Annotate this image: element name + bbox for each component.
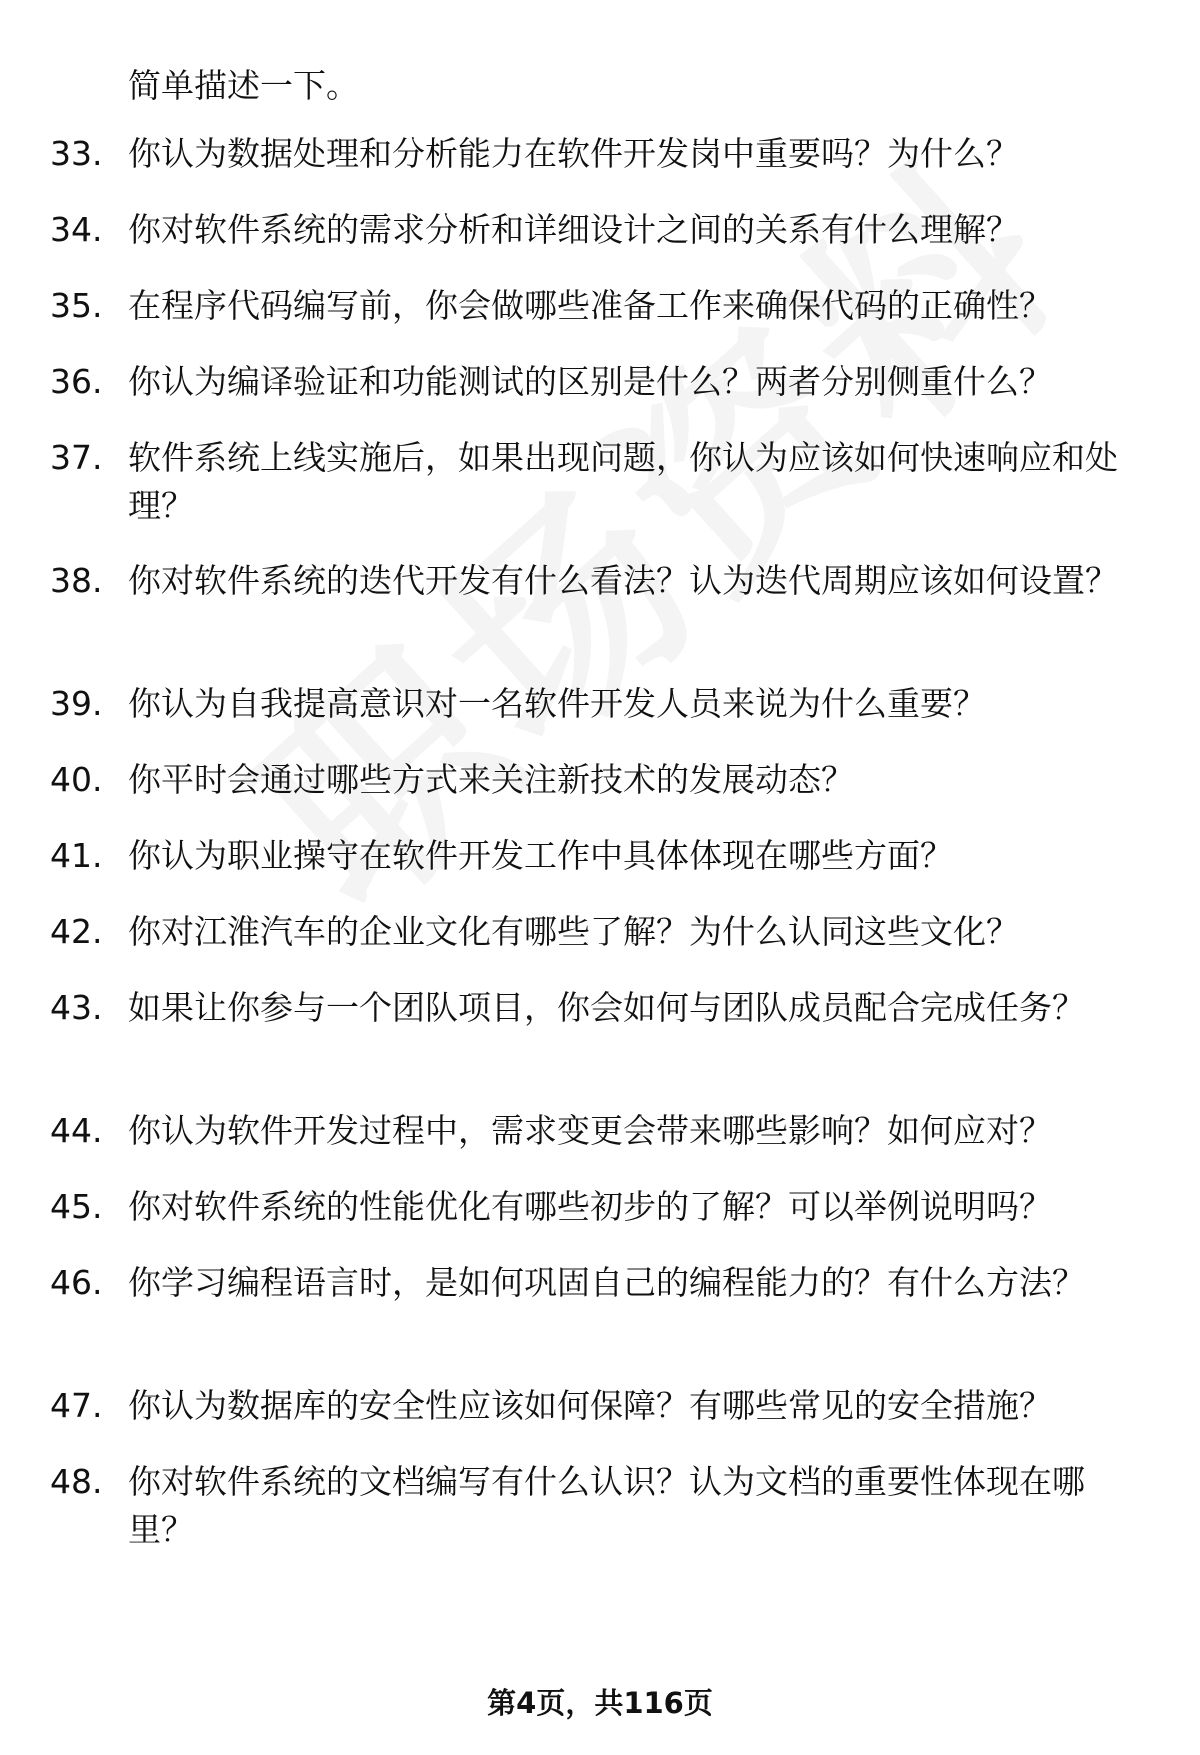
question-item xyxy=(50,434,1150,530)
question-text: 你对软件系统的性能优化有哪些初步的了解？可以举例说明吗？ xyxy=(128,1187,1052,1226)
question-number: 43. xyxy=(50,988,103,1027)
question-text: 你认为数据处理和分析能力在软件开发岗中重要吗？为什么？ xyxy=(128,134,1019,173)
question-item xyxy=(50,282,1150,330)
question-item xyxy=(50,1458,1150,1554)
question-text: 软件系统上线实施后，如果出现问题，你认为应该如何快速响应和处理？ xyxy=(128,438,1118,525)
question-number: 45. xyxy=(50,1187,103,1226)
question-text: 你对软件系统的迭代开发有什么看法？认为迭代周期应该如何设置？ xyxy=(128,561,1118,600)
question-text: 你学习编程语言时，是如何巩固自己的编程能力的？有什么方法？ xyxy=(128,1263,1085,1302)
question-number: 42. xyxy=(50,912,103,951)
question-item xyxy=(50,358,1150,406)
question-item xyxy=(50,557,1150,605)
question-number: 39. xyxy=(50,684,103,723)
question-text: 你认为编译验证和功能测试的区别是什么？两者分别侧重什么？ xyxy=(128,362,1052,401)
question-text: 你对软件系统的需求分析和详细设计之间的关系有什么理解？ xyxy=(128,210,1019,249)
question-item xyxy=(50,1107,1150,1155)
question-number: 40. xyxy=(50,760,103,799)
question-text: 如果让你参与一个团队项目，你会如何与团队成员配合完成任务？ xyxy=(128,988,1085,1027)
question-number: 33. xyxy=(50,134,103,173)
question-number: 44. xyxy=(50,1111,103,1150)
question-number: 37. xyxy=(50,438,103,477)
question-item xyxy=(50,130,1150,178)
question-text: 你认为软件开发过程中，需求变更会带来哪些影响？如何应对？ xyxy=(128,1111,1052,1150)
question-number: 46. xyxy=(50,1263,103,1302)
continuation-line: 简单描述一下。 xyxy=(128,66,359,105)
question-item xyxy=(50,1183,1150,1231)
question-text: 你认为自我提高意识对一名软件开发人员来说为什么重要？ xyxy=(128,684,986,723)
question-number: 47. xyxy=(50,1386,103,1425)
question-number: 34. xyxy=(50,210,103,249)
question-text: 在程序代码编写前，你会做哪些准备工作来确保代码的正确性？ xyxy=(128,286,1052,325)
question-item xyxy=(50,1259,1150,1307)
question-item xyxy=(50,756,1150,804)
question-item xyxy=(50,206,1150,254)
question-item xyxy=(50,1382,1150,1430)
question-text: 你认为数据库的安全性应该如何保障？有哪些常见的安全措施？ xyxy=(128,1386,1052,1425)
question-number: 41. xyxy=(50,836,103,875)
question-item xyxy=(50,984,1150,1032)
question-item xyxy=(50,908,1150,956)
question-text: 你对软件系统的文档编写有什么认识？认为文档的重要性体现在哪里？ xyxy=(128,1462,1085,1549)
question-number: 38. xyxy=(50,561,103,600)
question-text: 你平时会通过哪些方式来关注新技术的发展动态？ xyxy=(128,760,854,799)
question-number: 36. xyxy=(50,362,103,401)
question-item xyxy=(50,680,1150,728)
question-text: 你对江淮汽车的企业文化有哪些了解？为什么认同这些文化？ xyxy=(128,912,1019,951)
page-footer: 第4页，共116页 xyxy=(487,1686,713,1720)
question-number: 35. xyxy=(50,286,103,325)
question-item xyxy=(50,832,1150,880)
question-text: 你认为职业操守在软件开发工作中具体体现在哪些方面？ xyxy=(128,836,953,875)
question-number: 48. xyxy=(50,1462,103,1501)
